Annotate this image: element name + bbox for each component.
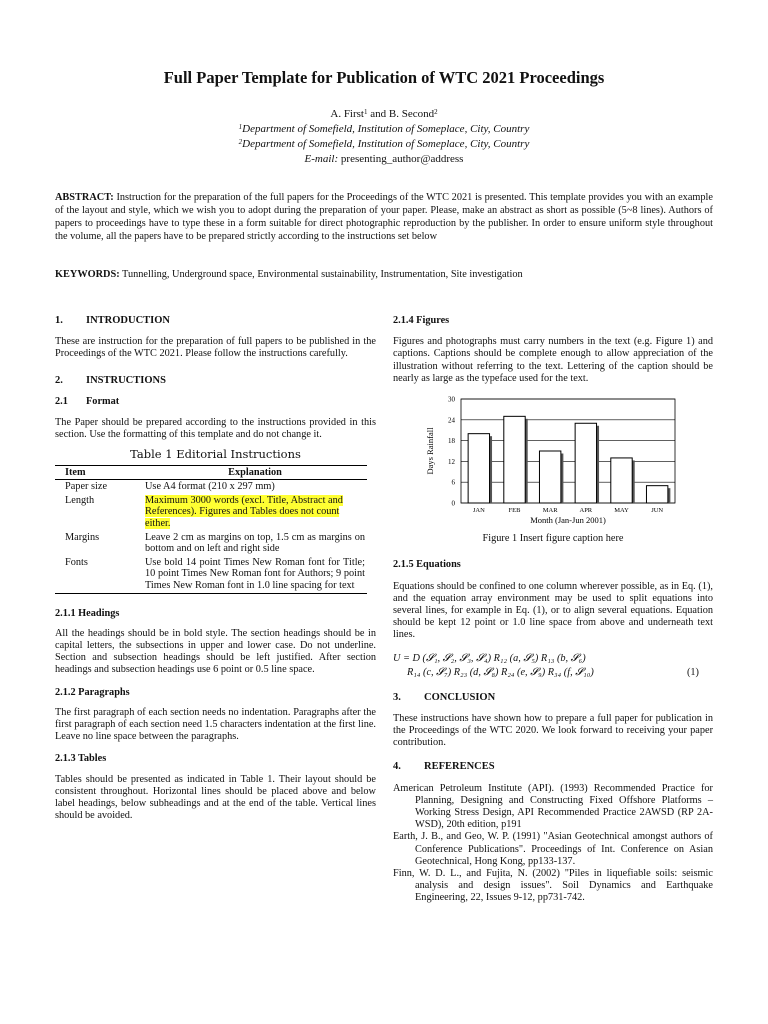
reference-item: Earth, J. B., and Geo, W. P. (1991) "Asian Geotechnical amongst authors of Conference Publications". Proceedings of Int. Conference on Asian Geotechnical, Hong Kong, pp133-137. bbox=[393, 831, 713, 867]
chart-y-label: Days Rainfall bbox=[425, 427, 435, 475]
chart-bar bbox=[504, 416, 525, 503]
chart-x-tick-label: JUN bbox=[651, 507, 664, 515]
chart-bar bbox=[611, 458, 632, 503]
figure-caption: Figure 1 Insert figure caption here bbox=[482, 533, 624, 545]
chart-x-ticks bbox=[473, 507, 664, 514]
table-row bbox=[55, 480, 367, 494]
table-row bbox=[55, 531, 367, 556]
aff-sup-2: 2 bbox=[238, 138, 243, 146]
format-paragraph: The Paper should be prepared according to the instructions provided in this section. Use the formatting of this template and do not change it. bbox=[55, 417, 376, 441]
equation-line-2-text: R₁₄ (c, 𝓢₇) R₂₃ (d, 𝓢₈) R₂₄ (e, 𝓢₉) R₃₄ (f, 𝓢₁₀) bbox=[407, 666, 594, 678]
intro-paragraph: These are instruction for the preparation of full papers to be published in the Proceedings of the WTC 2021. Please follow the instructions carefully. bbox=[55, 336, 376, 360]
chart-y-tick-label: 18 bbox=[448, 437, 455, 446]
table-cell bbox=[143, 494, 367, 531]
abstract-label: ABSTRACT: bbox=[55, 192, 114, 203]
subsubsection-heading-headings: 2.1.1 Headings bbox=[55, 607, 120, 619]
section-title: REFERENCES bbox=[424, 761, 495, 773]
reference-item: American Petroleum Institute (API). (1993) Recommended Practice for Planning, Designing and Constructing Fixed Offshore Platforms – Working Stress Design, API Recommended Practice 2AWSD (RP 2A-WSD), 20th edition, p191 bbox=[393, 782, 713, 831]
email-address: presenting_author@address bbox=[340, 153, 464, 165]
abstract bbox=[55, 191, 713, 243]
chart-y-tick-label: 24 bbox=[448, 416, 455, 425]
table-cell: Margins bbox=[65, 531, 100, 543]
table-header-row bbox=[55, 465, 367, 480]
table-header-cell: Explanation bbox=[143, 465, 367, 480]
keywords bbox=[55, 268, 713, 281]
abstract-text: Instruction for the preparation of the full papers for the Proceedings of the WTC 2021 is presented. This template provides you with an example of the layout and style, which we wish you to adopt during the preparation of your paper. Please, make an abstract as short as possible (5~8 lines). Authors of papers to proceedings have to type these in a form suitable for direct photographic reproduction by the publisher. In order to ensure uniform style throughout the volume, all the papers have to be prepared strictly according to the instructions set below bbox=[55, 192, 713, 242]
chart-x-label: Month (Jan-Jun 2001) bbox=[530, 515, 606, 526]
section-number: 4. bbox=[393, 761, 401, 773]
reference-item: Finn, W. D. L., and Fujita, N. (2002) "Piles in liquefiable soils: seismic analysis and design issues". Soil Dynamics and Earthquake Engineering, 22, Issues 9-12, pp731-742. bbox=[393, 868, 713, 904]
table-cell: Use bold 14 point Times New Roman font for Title; 10 point Times New Roman font for Authors; 9 point Times New Roman font in 1.0 line spacing for text bbox=[143, 556, 367, 593]
rainfall-chart bbox=[393, 391, 713, 530]
conclusion-paragraph: These instructions have shown how to prepare a full paper for publication in the Proceedings of the WTC 2020. We look forward to receiving your paper contribution. bbox=[393, 712, 713, 749]
chart-bars bbox=[468, 416, 670, 503]
author-block bbox=[40, 107, 728, 167]
chart-bar bbox=[646, 486, 667, 503]
chart-y-tick-label: 6 bbox=[451, 478, 455, 487]
chart-plot-frame bbox=[461, 399, 675, 503]
chart-grid bbox=[461, 399, 675, 503]
section-title: INSTRUCTIONS bbox=[86, 374, 166, 386]
subsubsection-heading-figures: 2.1.4 Figures bbox=[393, 315, 450, 326]
chart-y-tick-label: 0 bbox=[451, 499, 455, 508]
chart-y-tick-label: 12 bbox=[448, 457, 455, 466]
chart-bar bbox=[539, 451, 560, 503]
section-heading-instructions bbox=[55, 375, 376, 387]
affiliation-2-text: Department of Somefield, Institution of Someplace, City, Country bbox=[242, 138, 530, 150]
chart-svg bbox=[393, 391, 713, 526]
table-cell: Leave 2 cm as margins on top, 1.5 cm as margins on bottom and on left and right side bbox=[145, 531, 365, 555]
chart-x-tick-label: JAN bbox=[472, 507, 485, 515]
author-sup-2: 2 bbox=[434, 108, 438, 116]
chart-bar bbox=[575, 423, 596, 503]
table-header-cell: Item bbox=[55, 465, 143, 480]
equation-line-1: U = D (𝓢₁, 𝓢₂, 𝓢₃, 𝓢₄) R₁₂ (a, 𝓢₅) R₁₃ (b, 𝓢₆) bbox=[393, 652, 586, 664]
chart-x-tick-label: APR bbox=[579, 507, 593, 515]
section-number: 1. bbox=[55, 315, 63, 326]
equation-line-2 bbox=[393, 666, 713, 680]
keywords-label: KEYWORDS: bbox=[55, 269, 120, 280]
section-heading-references bbox=[393, 761, 713, 773]
subsection-title: Format bbox=[86, 395, 120, 407]
highlighted-text: Maximum 3000 words (excl. Title, Abstract and References). Figures and Tables does not count either. bbox=[145, 494, 343, 529]
equation-1 bbox=[393, 652, 713, 680]
chart-y-ticks bbox=[448, 396, 456, 508]
section-heading-introduction bbox=[55, 315, 376, 327]
chart-x-tick-label: MAY bbox=[614, 507, 629, 515]
email-label: E-mail: bbox=[304, 153, 339, 165]
figures-paragraph: Figures and photographs must carry numbers in the text (e.g. Figure 1) and captions. Captions should be complete enough to allow appreciation of the illustration without referring to the text. Lettering of the caption should be nearly as large as the typeface used for the text. bbox=[393, 336, 713, 384]
affiliation-1-text: Department of Somefield, Institution of Someplace, City, Country bbox=[242, 123, 530, 135]
subsubsection-heading-tables: 2.1.3 Tables bbox=[55, 753, 107, 765]
section-title: CONCLUSION bbox=[424, 691, 496, 703]
chart-x-tick-label: MAR bbox=[542, 507, 558, 515]
author-line bbox=[40, 107, 728, 122]
subsubsection-heading-paragraphs: 2.1.2 Paragraphs bbox=[55, 686, 130, 698]
chart-bar bbox=[468, 434, 489, 503]
section-title: INTRODUCTION bbox=[86, 315, 171, 326]
aff-sup-1: 1 bbox=[238, 123, 243, 131]
author-second: and B. Second bbox=[367, 108, 435, 120]
table-cell: Fonts bbox=[55, 556, 143, 593]
author-sup-1: 1 bbox=[364, 108, 368, 116]
subsection-heading-format bbox=[55, 396, 376, 408]
author-first: A. First bbox=[330, 108, 364, 120]
chart-y-tick-label: 30 bbox=[448, 395, 455, 404]
table-cell: Paper size bbox=[65, 481, 108, 493]
section-heading-conclusion bbox=[393, 692, 713, 704]
tables-paragraph: Tables should be presented as indicated in Table 1. Their layout should be consistent throughout. Horizontal lines should be placed above and below label headings, below subheadings and at the end of the table. Vertical lines should be avoided. bbox=[55, 773, 376, 822]
right-column bbox=[393, 315, 713, 905]
table-row bbox=[55, 494, 367, 531]
table-cell: Length bbox=[65, 494, 95, 506]
email-line bbox=[40, 152, 728, 167]
subsection-number: 2.1 bbox=[55, 395, 68, 407]
reference-list bbox=[393, 783, 713, 905]
table-row bbox=[55, 556, 367, 593]
keywords-text: Tunnelling, Underground space, Environmental sustainability, Instrumentation, Site investigation bbox=[119, 269, 523, 280]
section-number: 3. bbox=[393, 691, 401, 703]
paragraphs-paragraph: The first paragraph of each section needs no indentation. Paragraphs after the first paragraph of each section need 1.5 characters indentation at the first line. Leave no line space between the paragraphs. bbox=[55, 706, 376, 743]
headings-paragraph: All the headings should be in bold style. The section headings should be in capital letters, the subsections in upper and lower case. Do not underline. Section and subsection headings should be left justified. After section headings and subsection headings use 6 point or 0.5 line space. bbox=[55, 627, 376, 676]
affiliation-1 bbox=[40, 122, 728, 137]
paper-title: Full Paper Template for Publication of WTC 2021 Proceedings bbox=[163, 68, 605, 87]
equations-paragraph: Equations should be confined to one column wherever possible, as in Eq. (1), and the equation array environment may be used to split equations into several lines, for example in Eq. (1), or to align several equations. Equation should be kept 12 point or 1.0 line space from above and underneath text lines. bbox=[393, 580, 713, 641]
section-number: 2. bbox=[55, 374, 63, 386]
table-cell: Use A4 format (210 x 297 mm) bbox=[145, 481, 275, 493]
table-caption: Table 1 Editorial Instructions bbox=[130, 447, 301, 462]
subsubsection-heading-equations: 2.1.5 Equations bbox=[393, 559, 461, 571]
affiliation-2 bbox=[40, 137, 728, 152]
editorial-table bbox=[55, 465, 367, 594]
left-column bbox=[55, 315, 376, 822]
chart-x-tick-label: FEB bbox=[508, 507, 521, 515]
equation-number: (1) bbox=[686, 666, 699, 678]
